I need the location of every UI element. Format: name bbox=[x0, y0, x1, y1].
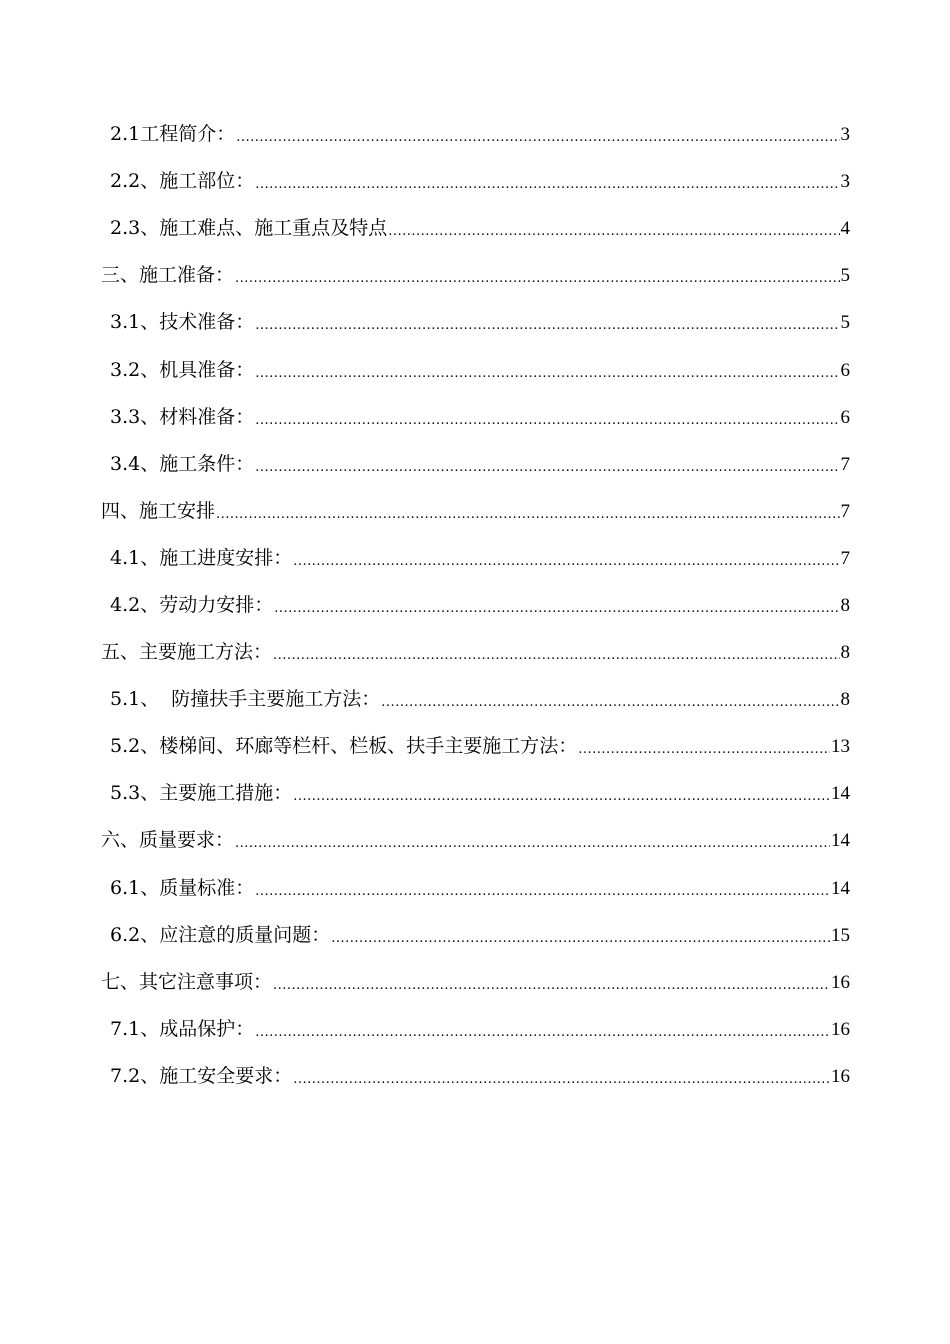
toc-dot-leader bbox=[274, 585, 839, 632]
toc-dot-leader bbox=[578, 726, 830, 773]
toc-entry[interactable] bbox=[0, 959, 950, 1006]
toc-entry[interactable] bbox=[0, 441, 950, 488]
toc-dot-leader bbox=[235, 820, 830, 867]
toc-entry[interactable] bbox=[0, 1053, 950, 1100]
toc-entry-label: 6.2、应注意的质量问题： bbox=[110, 923, 331, 946]
toc-entry-label: 三、施工准备： bbox=[101, 264, 235, 287]
toc-dot-leader bbox=[235, 255, 839, 302]
toc-dot-leader bbox=[293, 538, 839, 585]
toc-page-number: 6 bbox=[840, 406, 850, 428]
toc-entry[interactable] bbox=[0, 252, 950, 299]
toc-page-number: 3 bbox=[840, 124, 850, 146]
toc-page-number: 5 bbox=[840, 265, 850, 287]
toc-entry-label: 2.1工程简介： bbox=[110, 123, 236, 146]
toc-dot-leader bbox=[255, 397, 839, 444]
toc-entry-label: 四、施工安排 bbox=[101, 499, 216, 522]
toc-dot-leader bbox=[331, 915, 830, 962]
toc-page-number: 8 bbox=[840, 689, 850, 711]
toc-page-number: 15 bbox=[831, 924, 850, 946]
toc-page-number: 16 bbox=[831, 971, 850, 993]
toc-dot-leader bbox=[293, 773, 830, 820]
table-of-contents bbox=[0, 111, 950, 1100]
toc-entry-label: 5.1、 防撞扶手主要施工方法： bbox=[110, 688, 381, 711]
toc-entry-label: 3.3、材料准备： bbox=[110, 405, 255, 428]
toc-entry[interactable] bbox=[0, 111, 950, 158]
toc-page-number: 7 bbox=[840, 453, 850, 475]
toc-page-number: 3 bbox=[840, 171, 850, 193]
toc-entry-label: 5.2、楼梯间、环廊等栏杆、栏板、扶手主要施工方法： bbox=[110, 735, 578, 758]
toc-entry[interactable] bbox=[0, 299, 950, 346]
toc-page-number: 7 bbox=[840, 500, 850, 522]
toc-entry-label: 六、质量要求： bbox=[101, 829, 235, 852]
toc-page-number: 16 bbox=[831, 1018, 850, 1040]
toc-dot-leader bbox=[388, 208, 839, 255]
toc-dot-leader bbox=[381, 679, 839, 726]
toc-entry-label: 7.1、成品保护： bbox=[110, 1017, 255, 1040]
toc-entry[interactable] bbox=[0, 394, 950, 441]
toc-entry-label: 2.2、施工部位： bbox=[110, 170, 255, 193]
toc-page-number: 8 bbox=[840, 642, 850, 664]
toc-dot-leader bbox=[255, 444, 839, 491]
toc-dot-leader bbox=[236, 114, 839, 161]
toc-page-number: 13 bbox=[831, 736, 850, 758]
toc-page-number: 5 bbox=[840, 312, 850, 334]
toc-entry-label: 7.2、施工安全要求： bbox=[110, 1064, 293, 1087]
toc-entry[interactable] bbox=[0, 1006, 950, 1053]
toc-entry[interactable] bbox=[0, 865, 950, 912]
toc-entry[interactable] bbox=[0, 723, 950, 770]
toc-dot-leader bbox=[255, 868, 830, 915]
toc-entry[interactable] bbox=[0, 676, 950, 723]
toc-page-number: 14 bbox=[831, 877, 850, 899]
toc-entry-label: 2.3、施工难点、施工重点及特点 bbox=[110, 217, 388, 240]
toc-dot-leader bbox=[255, 1009, 830, 1056]
toc-entry[interactable] bbox=[0, 205, 950, 252]
toc-entry-label: 6.1、质量标准： bbox=[110, 876, 255, 899]
toc-page-number: 4 bbox=[840, 218, 850, 240]
toc-entry-label: 七、其它注意事项： bbox=[101, 970, 273, 993]
toc-dot-leader bbox=[255, 350, 839, 397]
toc-page-number: 14 bbox=[831, 783, 850, 805]
toc-entry-label: 3.1、技术准备： bbox=[110, 311, 255, 334]
toc-entry-label: 3.4、施工条件： bbox=[110, 452, 255, 475]
toc-dot-leader bbox=[255, 161, 839, 208]
toc-entry[interactable] bbox=[0, 817, 950, 864]
toc-dot-leader bbox=[273, 632, 839, 679]
toc-entry[interactable] bbox=[0, 535, 950, 582]
toc-page-number: 16 bbox=[831, 1065, 850, 1087]
toc-entry[interactable] bbox=[0, 582, 950, 629]
toc-dot-leader bbox=[216, 491, 839, 538]
toc-entry-label: 4.2、劳动力安排： bbox=[110, 593, 274, 616]
toc-dot-leader bbox=[255, 302, 839, 349]
toc-entry[interactable] bbox=[0, 488, 950, 535]
toc-entry[interactable] bbox=[0, 158, 950, 205]
toc-entry-label: 五、主要施工方法： bbox=[101, 641, 273, 664]
toc-page-number: 8 bbox=[840, 594, 850, 616]
toc-entry[interactable] bbox=[0, 770, 950, 817]
toc-page-number: 7 bbox=[840, 547, 850, 569]
toc-dot-leader bbox=[293, 1056, 830, 1103]
toc-entry[interactable] bbox=[0, 346, 950, 393]
toc-entry-label: 5.3、主要施工措施： bbox=[110, 782, 293, 805]
toc-page-number: 6 bbox=[840, 359, 850, 381]
toc-entry[interactable] bbox=[0, 912, 950, 959]
toc-entry-label: 3.2、机具准备： bbox=[110, 358, 255, 381]
toc-entry[interactable] bbox=[0, 629, 950, 676]
toc-dot-leader bbox=[273, 962, 830, 1009]
toc-page-number: 14 bbox=[831, 830, 850, 852]
toc-entry-label: 4.1、施工进度安排： bbox=[110, 546, 293, 569]
